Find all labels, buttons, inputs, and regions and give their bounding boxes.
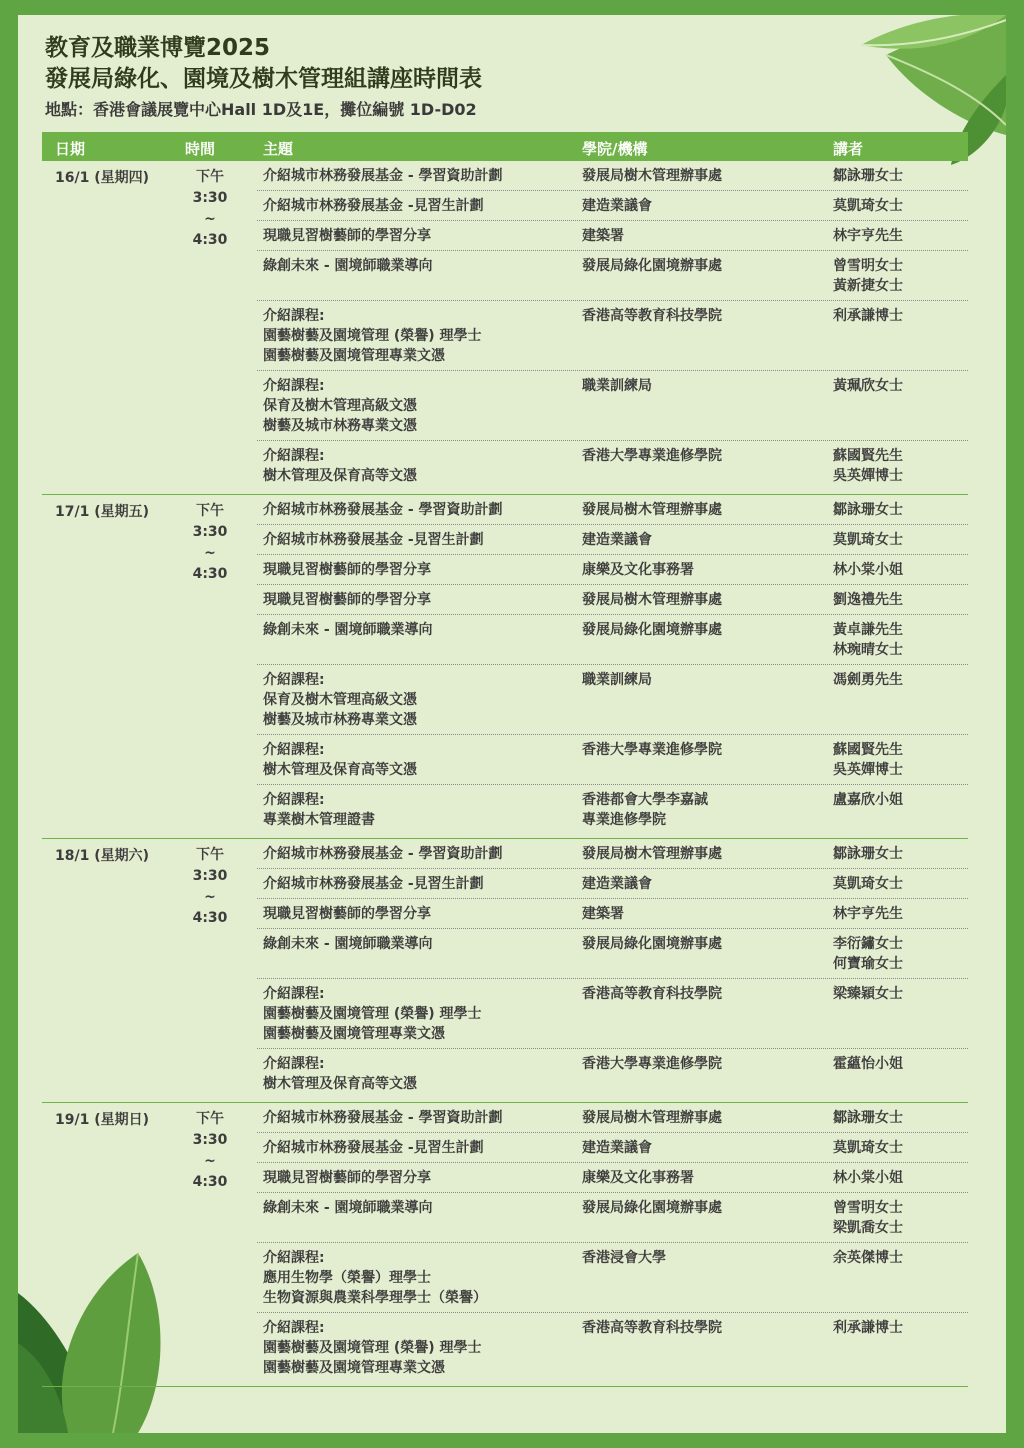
session-speaker-line: 黃新捷女士 (833, 278, 903, 294)
session-org (582, 376, 833, 436)
session-topic (257, 226, 582, 246)
day-group (42, 495, 968, 839)
session-topic-line: 園藝樹藝及園境管理專業文憑 (263, 1360, 445, 1376)
schedule-title: 發展局綠化、園境及樹木管理組講座時間表 (45, 66, 482, 92)
session-topic-line: 介紹課程: (263, 308, 325, 324)
session-row (257, 221, 968, 251)
session-org-line: 香港大學專業進修學院 (582, 742, 722, 758)
session-org (582, 530, 833, 550)
session-topic-line: 園藝樹藝及園境管理 (榮譽) 理學士 (263, 1006, 482, 1022)
session-speaker (833, 874, 963, 894)
session-org-line: 發展局樹木管理辦事處 (582, 1110, 722, 1126)
session-topic-line: 現職見習樹藝師的學習分享 (263, 1170, 431, 1186)
session-topic (257, 530, 582, 550)
session-org-line: 建造業議會 (582, 198, 652, 214)
session-speaker (833, 1318, 963, 1378)
session-row (257, 525, 968, 555)
session-topic-line: 應用生物學（榮譽）理學士 (263, 1270, 431, 1286)
session-speaker-line: 利承謙博士 (833, 1320, 903, 1336)
session-topic (257, 620, 582, 660)
session-speaker-line: 鄒詠珊女士 (833, 168, 903, 184)
session-speaker (833, 196, 963, 216)
session-topic (257, 1108, 582, 1128)
session-row (257, 251, 968, 301)
session-topic-line: 樹藝及城市林務專業文憑 (263, 418, 417, 434)
session-speaker-line: 何寶瑜女士 (833, 956, 903, 972)
session-org-line: 職業訓練局 (582, 378, 652, 394)
time-period: 下午 (196, 503, 224, 519)
session-topic-line: 綠創未來 - 園境師職業導向 (263, 258, 433, 274)
session-org (582, 1054, 833, 1094)
session-speaker-line: 黃珮欣女士 (833, 378, 903, 394)
session-org (582, 166, 833, 186)
session-org (582, 874, 833, 894)
session-speaker-line: 盧嘉欣小姐 (833, 792, 903, 808)
session-speaker-line: 黃卓謙先生 (833, 622, 903, 638)
session-topic-line: 樹木管理及保育高等文憑 (263, 1076, 417, 1092)
session-topic-line: 介紹城市林務發展基金 -見習生計劃 (263, 532, 484, 548)
session-row (257, 1049, 968, 1098)
session-speaker-line: 利承謙博士 (833, 308, 903, 324)
session-topic-line: 介紹課程: (263, 742, 325, 758)
session-topic-line: 保育及樹木管理高級文憑 (263, 692, 417, 708)
session-org-line: 發展局綠化園境辦事處 (582, 1200, 722, 1216)
header (45, 33, 482, 123)
session-org (582, 256, 833, 296)
session-speaker (833, 226, 963, 246)
session-row (257, 615, 968, 665)
session-topic (257, 670, 582, 730)
day-time (185, 1109, 235, 1193)
session-org (582, 620, 833, 660)
time-end: 4:30 (192, 910, 228, 926)
session-org-line: 康樂及文化事務署 (582, 1170, 694, 1186)
session-row (257, 1243, 968, 1313)
session-org (582, 1248, 833, 1308)
session-org (582, 590, 833, 610)
session-list (257, 161, 968, 490)
session-org (582, 196, 833, 216)
session-org (582, 904, 833, 924)
session-org-line: 發展局樹木管理辦事處 (582, 592, 722, 608)
day-group (42, 161, 968, 495)
session-topic (257, 740, 582, 780)
event-title: 教育及職業博覽2025 (45, 35, 271, 61)
session-topic-line: 現職見習樹藝師的學習分享 (263, 562, 431, 578)
session-row (257, 161, 968, 191)
col-header-date: 日期 (55, 140, 86, 158)
session-topic (257, 1168, 582, 1188)
session-list (257, 839, 968, 1098)
session-topic-line: 綠創未來 - 園境師職業導向 (263, 622, 433, 638)
time-sep: ~ (204, 545, 216, 561)
session-topic-line: 現職見習樹藝師的學習分享 (263, 906, 431, 922)
session-speaker-line: 李衍鏽女士 (833, 936, 903, 952)
session-topic (257, 934, 582, 974)
session-topic (257, 560, 582, 580)
session-speaker-line: 莫凱琦女士 (833, 1140, 903, 1156)
session-topic-line: 介紹城市林務發展基金 -見習生計劃 (263, 1140, 484, 1156)
session-speaker (833, 530, 963, 550)
session-speaker (833, 1108, 963, 1128)
table-header (42, 132, 968, 161)
session-row (257, 1193, 968, 1243)
session-org-line: 香港大學專業進修學院 (582, 1056, 722, 1072)
day-date: 19/1 (星期日) (55, 1112, 150, 1128)
session-speaker (833, 740, 963, 780)
session-org-line: 發展局綠化園境辦事處 (582, 258, 722, 274)
session-speaker (833, 590, 963, 610)
time-start: 3:30 (192, 524, 228, 540)
session-topic-line: 園藝樹藝及園境管理專業文憑 (263, 1026, 445, 1042)
session-topic-line: 樹木管理及保育高等文憑 (263, 762, 417, 778)
session-topic-line: 綠創未來 - 園境師職業導向 (263, 1200, 433, 1216)
session-speaker-line: 鄒詠珊女士 (833, 502, 903, 518)
session-topic-line: 介紹課程: (263, 448, 325, 464)
session-org (582, 1318, 833, 1378)
session-topic (257, 1198, 582, 1238)
session-speaker-line: 霍蘊怡小姐 (833, 1056, 903, 1072)
schedule-table (42, 132, 968, 1387)
col-header-speaker: 講者 (833, 140, 864, 158)
session-row (257, 665, 968, 735)
session-row (257, 869, 968, 899)
session-topic-line: 介紹課程: (263, 672, 325, 688)
session-org-line: 專業進修學院 (582, 812, 666, 828)
session-speaker-line: 林小棠小姐 (833, 1170, 903, 1186)
day-time (185, 501, 235, 585)
session-org (582, 1198, 833, 1238)
session-speaker-line: 莫凱琦女士 (833, 532, 903, 548)
session-topic-line: 介紹城市林務發展基金 - 學習資助計劃 (263, 502, 503, 518)
session-speaker-line: 莫凱琦女士 (833, 876, 903, 892)
session-topic-line: 專業樹木管理證書 (263, 812, 375, 828)
time-start: 3:30 (192, 868, 228, 884)
session-org-line: 職業訓練局 (582, 672, 652, 688)
session-row (257, 495, 968, 525)
session-speaker (833, 1168, 963, 1188)
session-speaker-line: 梁臻穎女士 (833, 986, 903, 1002)
session-org-line: 發展局樹木管理辦事處 (582, 846, 722, 862)
session-row (257, 785, 968, 834)
session-topic-line: 介紹課程: (263, 1320, 325, 1336)
day-time (185, 845, 235, 929)
session-topic (257, 446, 582, 486)
session-speaker-line: 鄒詠珊女士 (833, 846, 903, 862)
session-topic-line: 園藝樹藝及園境管理 (榮譽) 理學士 (263, 1340, 482, 1356)
session-org (582, 984, 833, 1044)
session-org-line: 發展局綠化園境辦事處 (582, 622, 722, 638)
session-row (257, 1313, 968, 1382)
session-topic-line: 樹藝及城市林務專業文憑 (263, 712, 417, 728)
session-speaker-line: 馮劍勇先生 (833, 672, 903, 688)
day-group (42, 1103, 968, 1387)
session-speaker (833, 1248, 963, 1308)
session-org-line: 香港高等教育科技學院 (582, 986, 722, 1002)
session-topic-line: 樹木管理及保育高等文憑 (263, 468, 417, 484)
session-row (257, 441, 968, 490)
session-topic (257, 196, 582, 216)
session-speaker-line: 鄒詠珊女士 (833, 1110, 903, 1126)
session-speaker-line: 曾雪明女士 (833, 258, 903, 274)
session-topic (257, 590, 582, 610)
session-topic-line: 介紹課程: (263, 792, 325, 808)
session-speaker (833, 500, 963, 520)
session-topic (257, 1138, 582, 1158)
session-row (257, 1163, 968, 1193)
session-org-line: 香港高等教育科技學院 (582, 308, 722, 324)
session-org-line: 發展局樹木管理辦事處 (582, 168, 722, 184)
time-period: 下午 (196, 847, 224, 863)
col-header-time: 時間 (185, 140, 216, 158)
session-topic-line: 介紹城市林務發展基金 - 學習資助計劃 (263, 168, 503, 184)
session-topic-line: 現職見習樹藝師的學習分享 (263, 592, 431, 608)
session-org (582, 844, 833, 864)
session-row (257, 979, 968, 1049)
session-row (257, 735, 968, 785)
session-topic (257, 306, 582, 366)
time-start: 3:30 (192, 1132, 228, 1148)
session-topic (257, 874, 582, 894)
session-topic (257, 256, 582, 296)
session-org-line: 建築署 (582, 906, 624, 922)
session-speaker-line: 蘇國賢先生 (833, 742, 903, 758)
session-org (582, 226, 833, 246)
session-topic-line: 現職見習樹藝師的學習分享 (263, 228, 431, 244)
session-topic-line: 介紹城市林務發展基金 - 學習資助計劃 (263, 1110, 503, 1126)
session-org-line: 發展局樹木管理辦事處 (582, 502, 722, 518)
session-org (582, 1138, 833, 1158)
time-end: 4:30 (192, 1174, 228, 1190)
session-speaker-line: 吳英嬋博士 (833, 762, 903, 778)
session-row (257, 191, 968, 221)
time-period: 下午 (196, 1111, 224, 1127)
day-group (42, 839, 968, 1103)
time-end: 4:30 (192, 566, 228, 582)
session-speaker-line: 梁凱喬女士 (833, 1220, 903, 1236)
session-speaker-line: 吳英嬋博士 (833, 468, 903, 484)
session-row (257, 1133, 968, 1163)
session-topic (257, 1054, 582, 1094)
session-list (257, 1103, 968, 1382)
session-org-line: 建造業議會 (582, 1140, 652, 1156)
session-speaker-line: 曾雪明女士 (833, 1200, 903, 1216)
time-sep: ~ (204, 889, 216, 905)
session-speaker (833, 1198, 963, 1238)
session-org-line: 康樂及文化事務署 (582, 562, 694, 578)
time-period: 下午 (196, 169, 224, 185)
session-speaker-line: 余英傑博士 (833, 1250, 903, 1266)
session-topic (257, 790, 582, 830)
session-topic (257, 904, 582, 924)
session-speaker (833, 306, 963, 366)
session-topic-line: 綠創未來 - 園境師職業導向 (263, 936, 433, 952)
session-row (257, 301, 968, 371)
session-topic-line: 介紹城市林務發展基金 -見習生計劃 (263, 876, 484, 892)
session-org (582, 670, 833, 730)
session-topic-line: 介紹城市林務發展基金 -見習生計劃 (263, 198, 484, 214)
session-topic (257, 1318, 582, 1378)
session-speaker (833, 446, 963, 486)
day-groups (42, 161, 968, 1387)
session-org (582, 1168, 833, 1188)
session-org (582, 306, 833, 366)
session-row (257, 899, 968, 929)
session-topic-line: 保育及樹木管理高級文憑 (263, 398, 417, 414)
session-speaker (833, 1138, 963, 1158)
session-org (582, 934, 833, 974)
session-topic-line: 介紹課程: (263, 1056, 325, 1072)
session-org (582, 790, 833, 830)
session-speaker-line: 林宇亨先生 (833, 228, 903, 244)
session-topic (257, 984, 582, 1044)
session-org-line: 建造業議會 (582, 876, 652, 892)
session-topic-line: 介紹課程: (263, 1250, 325, 1266)
session-speaker-line: 林小棠小姐 (833, 562, 903, 578)
session-topic (257, 166, 582, 186)
session-org-line: 建造業議會 (582, 532, 652, 548)
session-speaker (833, 560, 963, 580)
session-org (582, 1108, 833, 1128)
time-sep: ~ (204, 1153, 216, 1169)
session-org-line: 香港都會大學李嘉誠 (582, 792, 708, 808)
session-topic (257, 500, 582, 520)
day-date: 16/1 (星期四) (55, 170, 150, 186)
day-time (185, 167, 235, 251)
session-row (257, 929, 968, 979)
col-header-org: 學院/機構 (582, 140, 648, 158)
session-speaker-line: 劉逸禮先生 (833, 592, 903, 608)
session-speaker (833, 984, 963, 1044)
col-header-topic: 主題 (263, 140, 294, 158)
session-topic-line: 介紹課程: (263, 378, 325, 394)
session-topic (257, 844, 582, 864)
session-row (257, 839, 968, 869)
session-org (582, 560, 833, 580)
session-topic-line: 園藝樹藝及園境管理 (榮譽) 理學士 (263, 328, 482, 344)
day-date: 18/1 (星期六) (55, 848, 150, 864)
session-speaker (833, 376, 963, 436)
session-speaker-line: 林琬晴女士 (833, 642, 903, 658)
session-topic (257, 376, 582, 436)
session-topic (257, 1248, 582, 1308)
session-speaker-line: 林宇亨先生 (833, 906, 903, 922)
session-org-line: 發展局綠化園境辦事處 (582, 936, 722, 952)
time-sep: ~ (204, 211, 216, 227)
session-speaker (833, 790, 963, 830)
session-speaker (833, 670, 963, 730)
session-row (257, 555, 968, 585)
session-topic-line: 介紹課程: (263, 986, 325, 1002)
session-speaker (833, 844, 963, 864)
session-org (582, 446, 833, 486)
session-row (257, 1103, 968, 1133)
session-org-line: 建築署 (582, 228, 624, 244)
session-topic-line: 介紹城市林務發展基金 - 學習資助計劃 (263, 846, 503, 862)
session-org (582, 740, 833, 780)
session-org-line: 香港大學專業進修學院 (582, 448, 722, 464)
session-speaker (833, 166, 963, 186)
session-speaker (833, 1054, 963, 1094)
session-speaker-line: 莫凱琦女士 (833, 198, 903, 214)
session-row (257, 585, 968, 615)
session-speaker (833, 934, 963, 974)
session-row (257, 371, 968, 441)
session-org (582, 500, 833, 520)
time-end: 4:30 (192, 232, 228, 248)
session-speaker (833, 904, 963, 924)
day-date: 17/1 (星期五) (55, 504, 150, 520)
session-topic-line: 園藝樹藝及園境管理專業文憑 (263, 348, 445, 364)
session-org-line: 香港浸會大學 (582, 1250, 666, 1266)
session-list (257, 495, 968, 834)
session-org-line: 香港高等教育科技學院 (582, 1320, 722, 1336)
session-speaker-line: 蘇國賢先生 (833, 448, 903, 464)
venue-text: 地點：香港會議展覽中心Hall 1D及1E，攤位編號 1D-D02 (45, 100, 477, 119)
time-start: 3:30 (192, 190, 228, 206)
session-speaker (833, 620, 963, 660)
session-topic-line: 生物資源與農業科學理學士（榮譽） (263, 1290, 487, 1306)
session-speaker (833, 256, 963, 296)
